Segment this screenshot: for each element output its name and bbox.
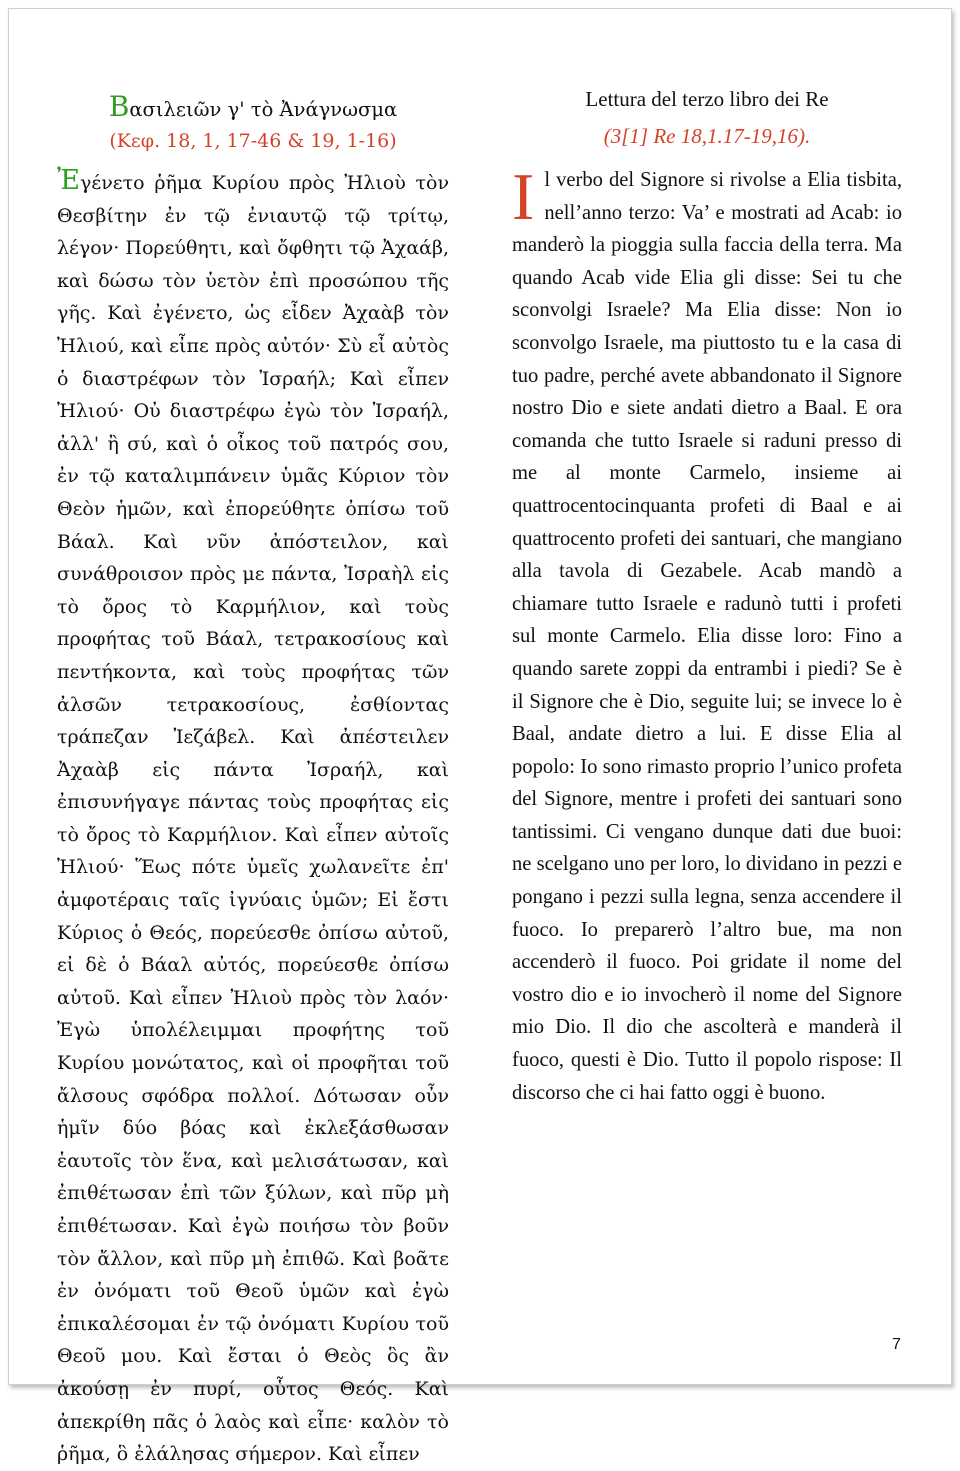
greek-title-text: ασιλειῶν γ' τὸ Ἀνάγνωσμα [129, 98, 398, 121]
greek-reference: (Κεφ. 18, 1, 17-46 & 19, 1-16) [109, 130, 397, 152]
greek-title [57, 92, 449, 125]
page-number: 7 [892, 1336, 901, 1353]
italian-reference: (3[1] Re 18,1.17-19,16). [603, 124, 811, 148]
greek-title-initial: Β [108, 90, 130, 123]
greek-body-initial: Ἐ [57, 165, 81, 196]
greek-body [57, 165, 449, 1471]
greek-column [57, 92, 449, 1471]
italian-body-text: l verbo del Signore si rivolse a Elia tisbita, nell’anno terzo: Va’ e mostrati ad Acab: io manderò la pioggia sulla faccia della terra. Ma quando Acab vide Elia gli disse: Sei tu che sconvolgi Israele? Ma Elia disse: Non io sconvolgo Israele, ma piuttosto tu e la casa di tuo padre, perché avete abbandonato il Signore nostro Dio e siete andati dietro a Baal. E ora comanda che tutto Israele si raduni presso di me al monte Carmelo, insieme ai quattrocentocinquanta profeti di Baal e ai quattrocento profeti dei santuari, che mangiano alla tavola di Gezabele. Acab mandò a chiamare tutto Israele e radunò tutti i profeti sul monte Carmelo. Elia disse loro: Fino a quando sarete zoppi da entrambi i piedi? Se è il Signore che è Dio, seguite lui; se invece lo è Baal, andate dietro a lui. E disse Elia al popolo: Io sono rimasto proprio l’unico profeta del Signore, mentre i profeti dei santuari sono tantissimi. Ci vengano dunque dati due buoi: ne scelgano uno per loro, lo dividano in pezzi e pongano i pezzi sulla legna, senza accendere il fuoco. Io preparerò l’altro bue, ma non accenderò il fuoco. Poi gridate il nome del vostro dio e io invocherò il nome del Signore mio Dio. Il dio che ascolterà e manderà il fuoco, questi è Dio. Tutto il popolo rispose: Il discorso che ci hai fatto oggi è buono. [512, 169, 903, 1104]
italian-drop-cap: I [512, 160, 535, 234]
greek-body-text: γένετο ῥῆμα Κυρίου πρὸς Ἠλιοὺ τὸν Θεσβίτην ἐν τῷ ἐνιαυτῷ τῷ τρίτῳ, λέγον· Πορεύθητι, καὶ ὄφθητι τῷ Ἀχαάβ, καὶ δώσω τὸν ὑετὸν ἐπὶ προσώπου τῆς γῆς. Καὶ ἐγένετο, ὡς εἶδεν Ἀχαὰβ τὸν Ἠλιού, καὶ εἶπε πρὸς αὐτόν· Σὺ εἶ αὐτὸς ὁ διαστρέφων τὸν Ἰσραήλ; Καὶ εἶπεν Ἠλιού· Οὐ διαστρέφω ἐγὼ τὸν Ἰσραήλ, ἀλλ' ἢ σύ, καὶ ὁ οἶκος τοῦ πατρός σου, ἐν τῷ καταλιμπάνειν ὑμᾶς Κύριον τὸν Θεὸν ἡμῶν, καὶ ἐπορεύθητε ὀπίσω τοῦ Βάαλ. Καὶ νῦν ἀπόστειλον, καὶ συνάθροισον πρὸς με πάντα, Ἰσραὴλ εἰς τὸ ὄρος τὸ Καρμήλιον, καὶ τοὺς προφήτας τοῦ Βάαλ, τετρακοσίους καὶ πεντήκοντα, καὶ τοὺς προφήτας τῶν ἀλσῶν τετρακοσίους, ἐσθίοντας τράπεζαν Ἰεζάβελ. Καὶ ἀπέστειλεν Ἀχαὰβ εἰς πάντα Ἰσραήλ, καὶ ἐπισυνήγαγε πάντας τοὺς προφήτας εἰς τὸ ὄρος τὸ Καρμήλιον. Καὶ εἶπεν αὐτοῖς Ἠλιού· Ἕως πότε ὑμεῖς χωλανεῖτε ἐπ' ἀμφοτέραις ταῖς ἰγνύαις ὑμῶν; Εἰ ἔστι Κύριος ὁ Θεός, πορεύεσθε ὀπίσω αὐτοῦ, εἰ δὲ ὁ Βάαλ αὐτός, πορεύεσθε ὀπίσω αὐτοῦ. Καὶ εἶπεν Ἠλιοὺ πρὸς τὸν λαόν· Ἐγὼ ὑπολέλειμμαι προφήτης τοῦ Κυρίου μονώτατος, καὶ οἱ προφῆται τοῦ ἄλσους σφόδρα πολλοί. Δότωσαν οὖν ἡμῖν δύο βόας καὶ ἐκλεξάσθωσαν ἑαυτοῖς τὸν ἕνα, καὶ μελισάτωσαν, καὶ ἐπιθέτωσαν ἐπὶ τῶν ξύλων, καὶ πῦρ μὴ ἐπιθέτωσαν. Καὶ ἐγὼ ποιήσω τὸν βοῦν τὸν ἄλλον, καὶ πῦρ μὴ ἐπιθῶ. Καὶ βοᾶτε ἐν ὀνόματι τοῦ Θεοῦ ὑμῶν καὶ ἐγὼ ἐπικαλέσομαι ἐν τῷ ὀνόματι Κυρίου τοῦ Θεοῦ μου. Καὶ ἔσται ὁ Θεὸς ὃς ἂν ἀκούσῃ ἐν πυρί, οὗτος Θεός. Καὶ ἀπεκρίθη πᾶς ὁ λαὸς καὶ εἶπε· καλὸν τὸ ῥῆμα, ὃ ἐλάλησας σήμερον. Καὶ εἶπεν [57, 172, 449, 1466]
italian-body [512, 160, 903, 1109]
italian-column [512, 82, 902, 1109]
italian-title: Lettura del terzo libro dei Re [585, 87, 829, 111]
